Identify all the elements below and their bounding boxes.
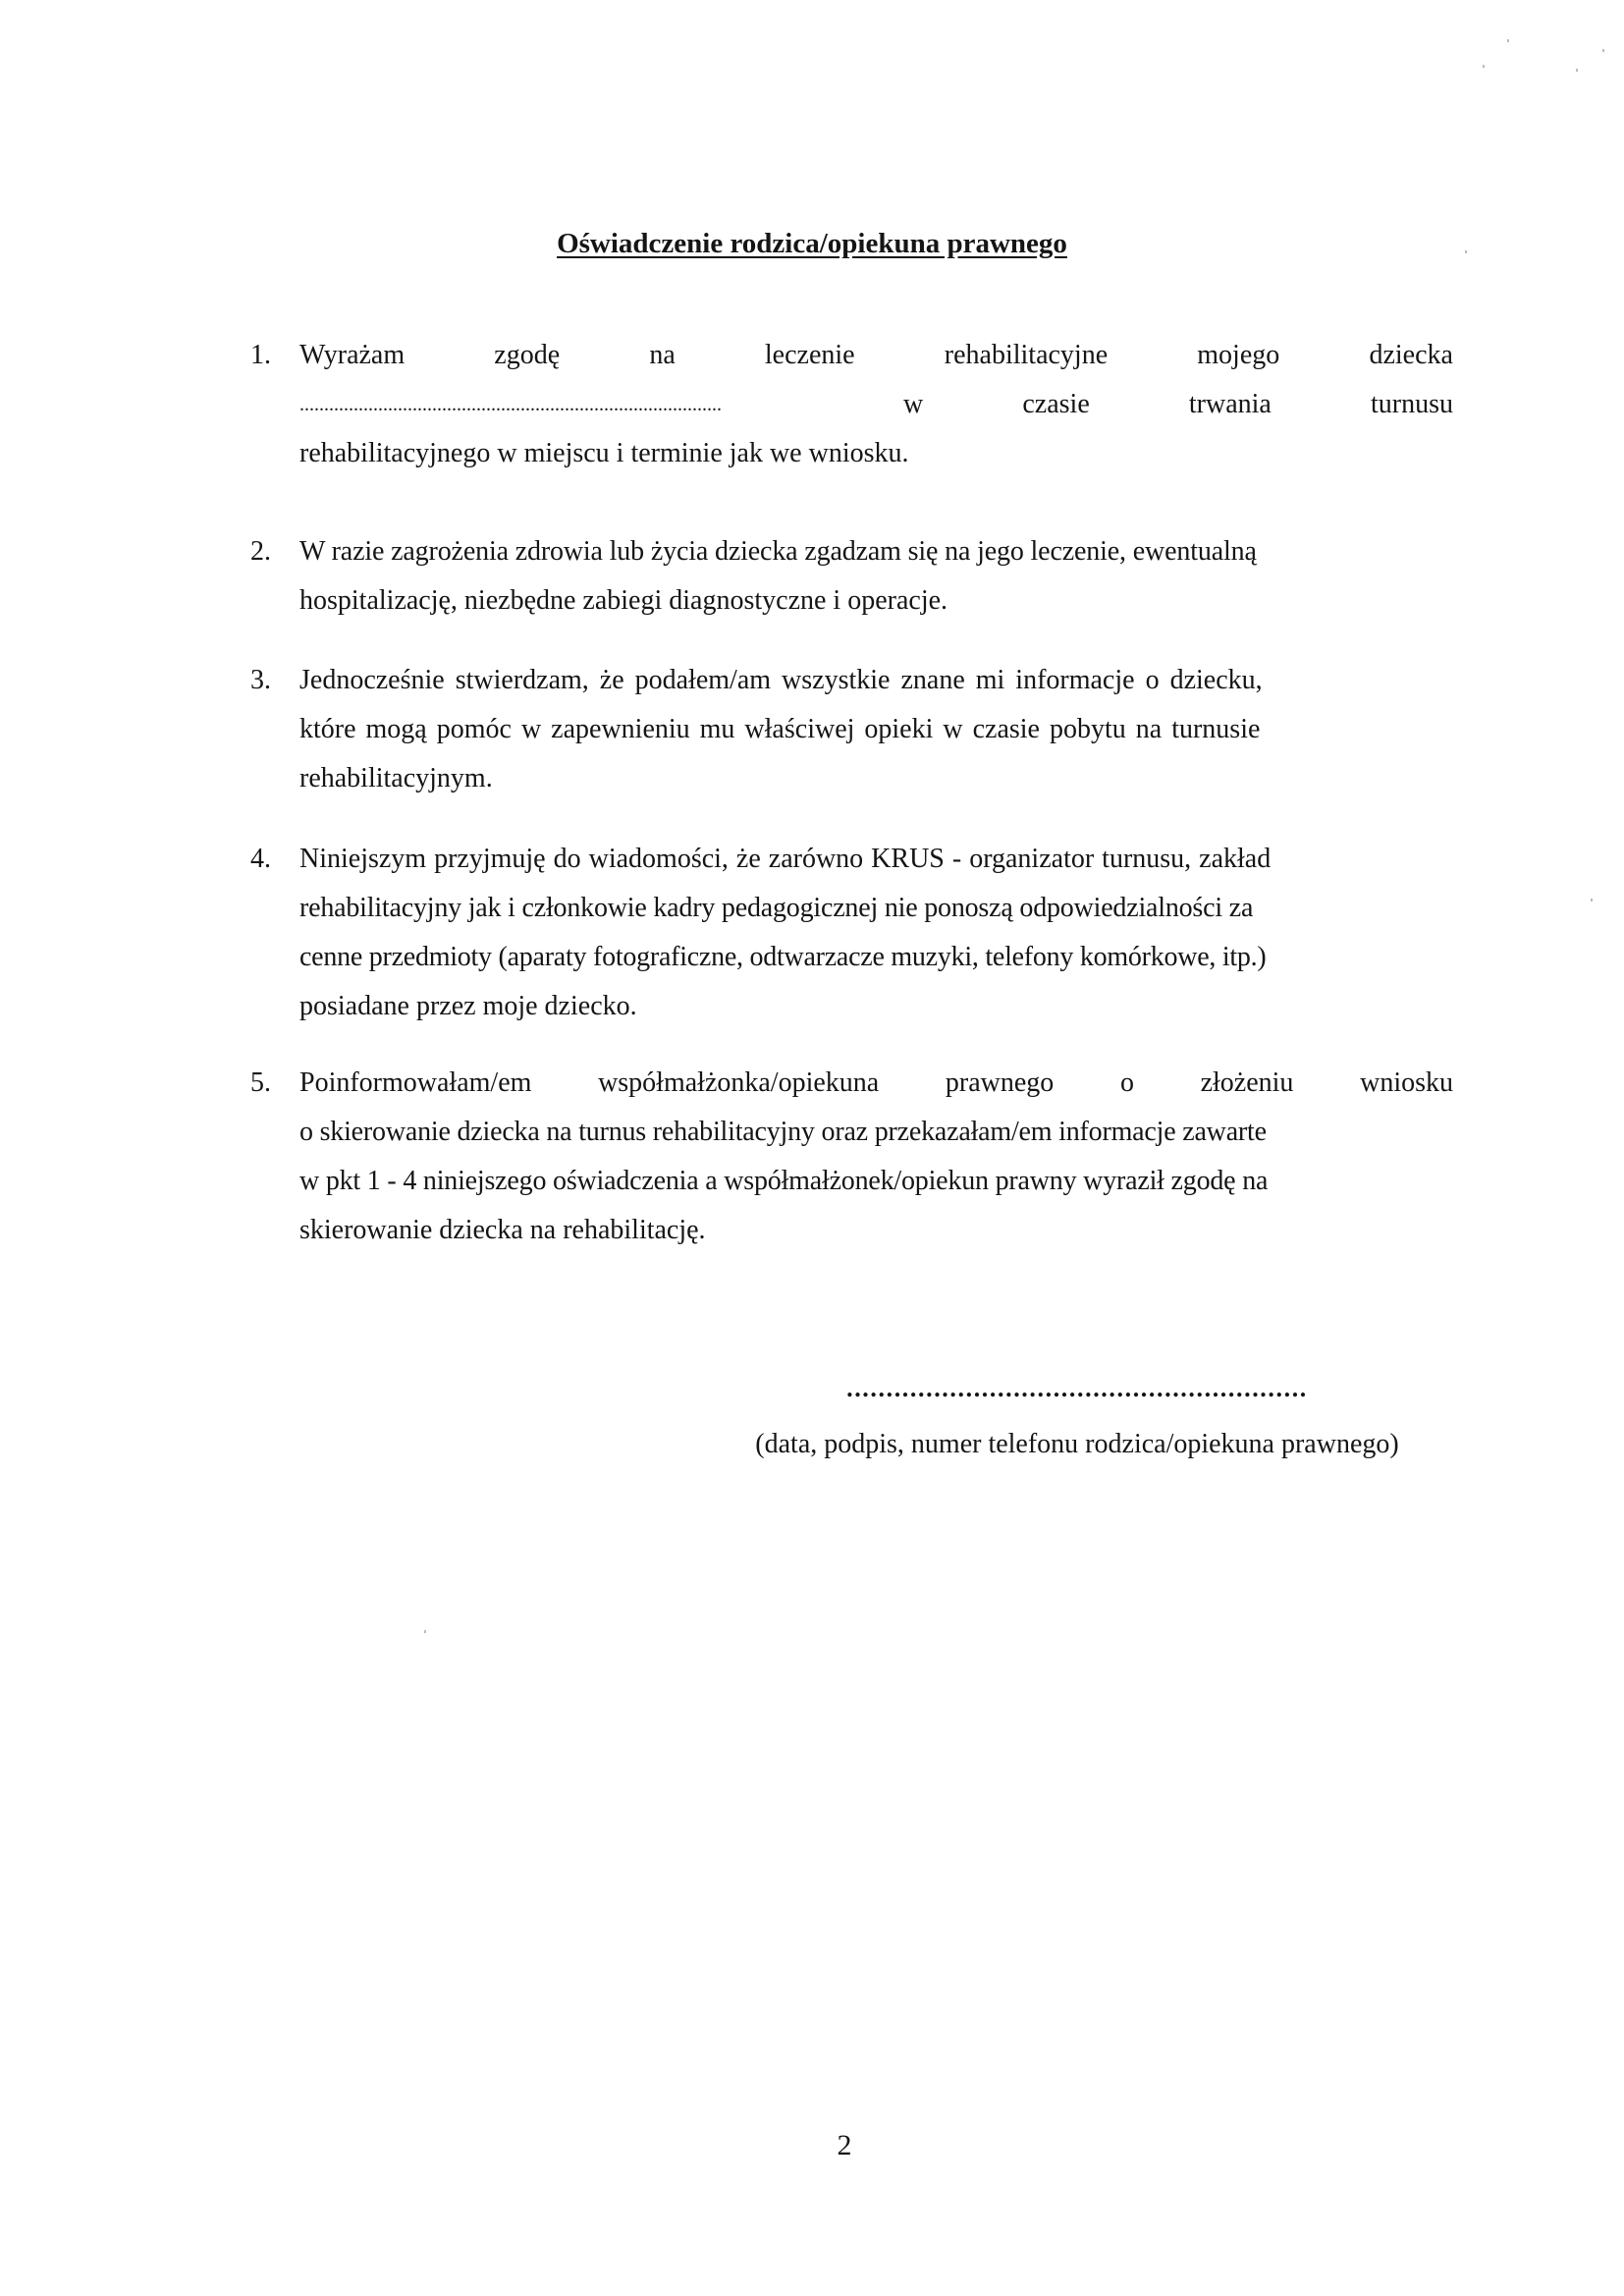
item-line: rehabilitacyjnego w miejscu i terminie jak we wniosku.	[299, 438, 909, 468]
word: zgodę	[494, 340, 561, 370]
item-body	[299, 527, 1453, 626]
signature-block	[699, 1369, 1455, 1469]
scan-speck	[1483, 65, 1485, 68]
word: czasie	[1022, 389, 1090, 419]
item-line: o skierowanie dziecka na turnus rehabilitacyjny oraz przekazałam/em informacje zawarte	[299, 1117, 1267, 1147]
item-number: 2.	[250, 536, 271, 567]
item-line: posiadane przez moje dziecko.	[299, 991, 637, 1021]
word: dziecka	[1369, 340, 1453, 370]
page-number: 2	[837, 2129, 852, 2161]
item-number: 4.	[250, 844, 271, 874]
item-line: cenne przedmioty (aparaty fotograficzne, odtwarzacze muzyki, telefony komórkowe, itp.)	[299, 942, 1267, 972]
item-body	[299, 656, 1453, 803]
item-line: rehabilitacyjnym.	[299, 763, 493, 793]
item-line: skierowanie dziecka na rehabilitację.	[299, 1215, 706, 1245]
item-line: które mogą pomóc w zapewnieniu mu właściwej opieki w czasie pobytu na turnusie	[299, 714, 1261, 744]
item-number: 1.	[250, 340, 271, 370]
item-line: rehabilitacyjny jak i członkowie kadry pedagogicznej nie ponoszą odpowiedzialności za	[299, 893, 1254, 923]
word: w	[903, 389, 924, 419]
word: prawnego	[945, 1067, 1055, 1098]
word: rehabilitacyjne	[944, 340, 1109, 370]
item-line: W razie zagrożenia zdrowia lub życia dziecka zgadzam się na jego leczenie, ewentualną	[299, 536, 1257, 567]
word: współmałżonka/opiekuna	[598, 1067, 880, 1098]
item-body	[299, 1059, 1453, 1255]
item-body	[299, 331, 1453, 478]
word: mojego	[1197, 340, 1280, 370]
item-number: 3.	[250, 665, 271, 695]
item-number: 5.	[250, 1067, 271, 1098]
word: trwania	[1188, 389, 1272, 419]
scan-speck	[1591, 899, 1593, 902]
item-line	[299, 380, 1453, 429]
word: złożeniu	[1200, 1067, 1294, 1098]
word: turnusu	[1370, 389, 1453, 419]
scan-speck	[1576, 69, 1578, 72]
item-line	[299, 1059, 1453, 1108]
child-name-fill-field[interactable]: ......................................................................................	[299, 394, 722, 415]
word: Wyrażam	[299, 340, 406, 370]
scan-speck	[424, 1630, 426, 1633]
word: leczenie	[764, 340, 855, 370]
document-title: Oświadczenie rodzica/opiekuna prawnego	[557, 228, 1067, 259]
item-body	[299, 835, 1453, 1031]
word: Poinformowałam/em	[299, 1067, 532, 1098]
word: na	[649, 340, 676, 370]
item-line	[299, 331, 1453, 380]
signature-line[interactable]: ..........................................................	[846, 1374, 1308, 1402]
item-line-words	[903, 380, 1453, 429]
scan-speck	[1602, 49, 1604, 52]
signature-caption: (data, podpis, numer telefonu rodzica/opiekuna prawnego)	[755, 1429, 1399, 1459]
word: o	[1119, 1067, 1134, 1098]
item-line: w pkt 1 - 4 niniejszego oświadczenia a współmałżonek/opiekun prawny wyraził zgodę na	[299, 1166, 1269, 1196]
item-line: hospitalizację, niezbędne zabiegi diagnostyczne i operacje.	[299, 585, 948, 616]
item-line: Niniejszym przyjmuję do wiadomości, że zarówno KRUS - organizator turnusu, zakład	[299, 844, 1272, 874]
scan-speck	[1465, 250, 1467, 253]
scan-speck	[1507, 39, 1509, 42]
item-line: Jednocześnie stwierdzam, że podałem/am wszystkie znane mi informacje o dziecku,	[299, 665, 1263, 695]
word: wniosku	[1360, 1067, 1453, 1098]
